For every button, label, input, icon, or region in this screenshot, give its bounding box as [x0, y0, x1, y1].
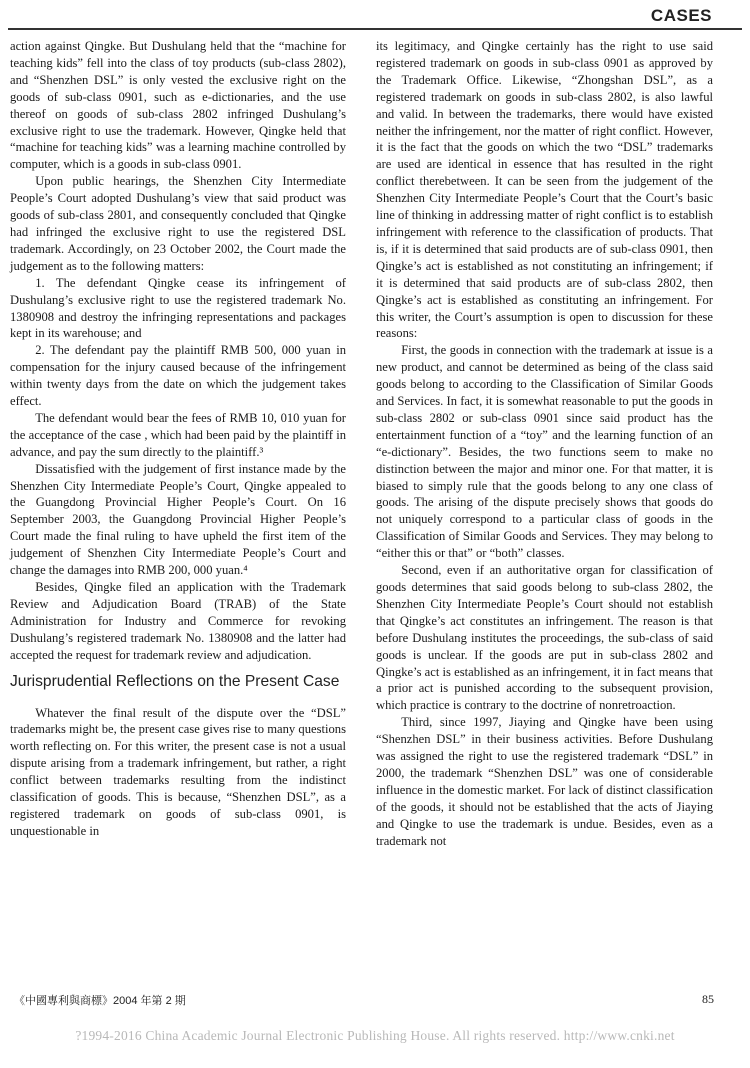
paragraph: its legitimacy, and Qingke certainly has the right to use said registered trademark on goods in sub-class 0901 as approved by the Trademark Office. Likewise, “Zhongshan DSL”, as a registered trademark on goods in sub-class 2802, is also lawful and valid. In between the trademarks, there would have existed neither the infringement, nor the matter of right conflict. However, it is the fact that the goods on which the two “DSL” trademarks are used are identical in essence that has resulted in the right conflict therebetween. It can be seen from the judgement of the Shenzhen City Intermediate People’s Court that the Court’s basic line of thinking in addressing matter of right conflict is to establish infringement with reference to the classification of products. That is, if it is determined that said products are of sub-class 0901, then Qingke’s act is established as not constituting an infringement; if it is determined that said products are of sub-class 2802, then Qingke’s act is established as constituting an infringement. For this writer, the Court’s assumption is open to discussion for these reasons: [376, 39, 713, 341]
copyright-watermark: ?1994-2016 China Academic Journal Electronic Publishing House. All rights reserved. http://www.cnki.net [75, 1028, 675, 1043]
paragraph: Dissatisfied with the judgement of first instance made by the Shenzhen City Intermediate People’s Court, Qingke appealed to the Guangdong Provincial Higher People’s Court. On 16 September 2003, the Guangdong Provincial Higher People’s Court made the final ruling to have upheld the first item of the judgement of Shenzhen City Intermediate People’s Court and change the damages into RMB 200, 000 yuan.⁴ [10, 461, 346, 578]
paragraph: action against Qingke. But Dushulang held that the “machine for teaching kids” fell into the class of toy products (sub-class 2802), and “Shenzhen DSL” is only vested the exclusive right on the goods of sub-class 0901, such as e-dictionaries, and the use thereof on goods of sub-class 2802 infringed Dushulang’s exclusive right to use the trademark. However, Qingke held that “machine for teaching kids” was a learning machine controlled by computer, which is a goods in sub-class 0901. [10, 39, 346, 172]
paragraph: First, the goods in connection with the trademark at issue is a new product, and cannot be determined as being of the class said goods belong to according to the Classification of Similar Goods and Services. In fact, it is somewhat reasonable to put the goods in sub-class 2802 or sub-class 0901 since said product has the entertainment function of a “toy” and the learning function of an “e-dictionary”. Besides, the two functions seem to make no distinction between the major and minor one. For that matter, it is biased to simply rule that the goods belong to any one class of goods. The arising of the dispute precisely shows that goods do not uniquely correspond to a particular class of goods in the Classification of Similar Goods and Services. They may belong to “either this or that” or “both” classes. [376, 343, 713, 561]
journal-citation: 《中國專利與商標》2004 年第 2 期 [14, 995, 186, 1007]
paragraph: Third, since 1997, Jiaying and Qingke have been using “Shenzhen DSL” in their business activities. Before Dushulang was assigned the right to use the registered trademark “DSL” in 2000, the trademark “Shenzhen DSL” was one of considerable influence in the domestic market. For lack of distinct classification of the goods, it should not be established that the acts of Jiaying and Qingke to use the trademark is undue. Besides, even as a trademark not [376, 715, 713, 848]
left-column [10, 38, 346, 840]
paragraph: Besides, Qingke filed an application with the Trademark Review and Adjudication Board (TRAB) of the State Administration for Industry and Commerce for revoking Dushulang’s registered trademark No. 1380908 and the latter had accepted the request for trademark review and adjudication. [10, 580, 346, 662]
judgement-item-2: 2. The defendant pay the plaintiff RMB 500, 000 yuan in compensation for the injury caused because of the infringement within twenty days from the date on which the judgement takes effect. [10, 343, 346, 409]
paragraph: Upon public hearings, the Shenzhen City Intermediate People’s Court adopted Dushulang’s view that said product was goods of sub-class 2801, and consequently concluded that Qingke had infringed the exclusive right to use the registered DSL trademark. Accordingly, on 23 October 2002, the Court made the judgement as to the following matters: [10, 174, 346, 273]
page-header [8, 0, 742, 30]
header-rule [8, 28, 742, 30]
paragraph: Second, even if an authoritative organ for classification of goods determines that said goods belong to sub-class 2802, the Shenzhen City Intermediate People’s Court should not establish that Qingke’s act constitutes an infringement. The reason is that before Dushulang institutes the proceedings, the sub-class of said goods is unclear. If the goods are put in sub-class 2802 and Qingke’s act is established as an infringement, it in fact means that a prior act is punished according to the subsequent provision, which practice is contrary to the doctrine of nonretroaction. [376, 563, 713, 713]
paragraph: The defendant would bear the fees of RMB 10, 010 yuan for the acceptance of the case , which had been paid by the plaintiff in advance, and pay the sum directly to the plaintiff.³ [10, 410, 346, 459]
section-title: CASES [650, 6, 712, 25]
section-heading: Jurisprudential Reflections on the Present Case [10, 672, 340, 690]
right-column [376, 38, 713, 850]
page-number: 85 [702, 992, 714, 1006]
judgement-item-1: 1. The defendant Qingke cease its infringement of Dushulang’s exclusive right to use the registered trademark No. 1380908 and destroy the infringing representations and packages kept in its warehouse; and [10, 275, 346, 341]
paragraph: Whatever the final result of the dispute over the “DSL” trademarks might be, the present case gives rise to many questions worth reflecting on. For this writer, the present case is not a usual dispute arising from a trademark infringement, but rather, a right conflict between trademarks resulting from the indistinct classification of goods. This is because, “Shenzhen DSL”, as a registered trademark on goods of sub-class 0901, is unquestionable in [10, 705, 346, 838]
